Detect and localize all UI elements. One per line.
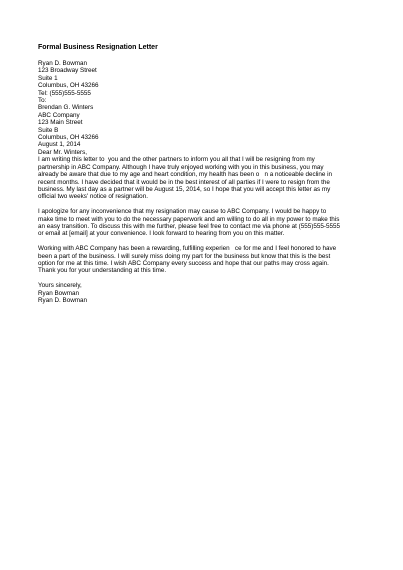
sender-name: Ryan D. Bowman [38,60,87,67]
paragraph-line: or email at [email] at your convenience. I look forward to hearing from you on this matter. [38,230,285,238]
paragraph-line: an easy transition. To discuss this with me further, please feel free to contact me via phone at (555)555-5555 [38,222,340,230]
paragraph-line: already be aware that due to my age and heart condition, my health has been o n a noticeable decline in [38,171,333,179]
salutation: Dear Mr. Winters, [38,148,87,156]
closing-phrase: Yours sincerely, [38,282,82,290]
closing-block [38,282,373,304]
paragraph-line: Working with ABC Company has been a rewarding, fulfilling experien ce for me and I feel honored to have [38,245,337,253]
letter-date: August 1, 2014 [38,141,81,149]
paragraph-line: partnership in ABC Company. Although I have truly enjoyed working with you in this business, you may [38,163,324,171]
paragraph-line: I am writing this letter to you and the other partners to inform you all that I will be resigning from my [38,156,315,164]
signature-name: Ryan Bowman [38,289,79,297]
recipient-company: ABC Company [38,111,80,119]
paragraph-line: business. My last day as a partner will be August 15, 2014, so I hope that you will accept this letter as my [38,185,331,193]
recipient-name: Brendan G. Winters [38,104,94,112]
paragraph-3 [38,245,373,275]
document-title: Formal Business Resignation Letter [38,44,158,51]
paragraph-2 [38,208,373,238]
recipient-address [38,104,373,141]
sender-address [38,60,373,97]
paragraph-line: been a part of the business. I will surely miss doing my part for the business but know that this is the best [38,252,331,260]
paragraph-line: make time to meet with you to do the necessary paperwork and am willing to do all in my power to make this [38,215,340,223]
signature-full-name: Ryan D. Bowman [38,296,87,304]
paragraph-line: I apologize for any inconvenience that my resignation may cause to ABC Company. I would be happy to [38,208,327,216]
recipient-suite: Suite B [38,126,59,134]
paragraph-line: recent months. I have decided that it would be in the best interest of all parties if I were to resign from the [38,178,330,186]
recipient-street: 123 Main Street [38,119,83,127]
sender-city: Columbus, OH 43266 [38,82,99,90]
to-label: To: [38,97,47,105]
sender-suite: Suite 1 [38,74,58,82]
recipient-city: Columbus, OH 43266 [38,134,99,142]
sender-street: 123 Broadway Street [38,67,97,75]
paragraph-line: Thank you for your understanding at this time. [38,267,167,275]
paragraph-line: official two weeks' notice of resignation. [38,193,148,201]
paragraph-line: option for me at this time. I wish ABC Company every success and hope that our paths may cross again. [38,259,329,267]
sender-phone: Tel: (555)555-5555 [38,89,91,97]
paragraph-1 [38,156,373,200]
